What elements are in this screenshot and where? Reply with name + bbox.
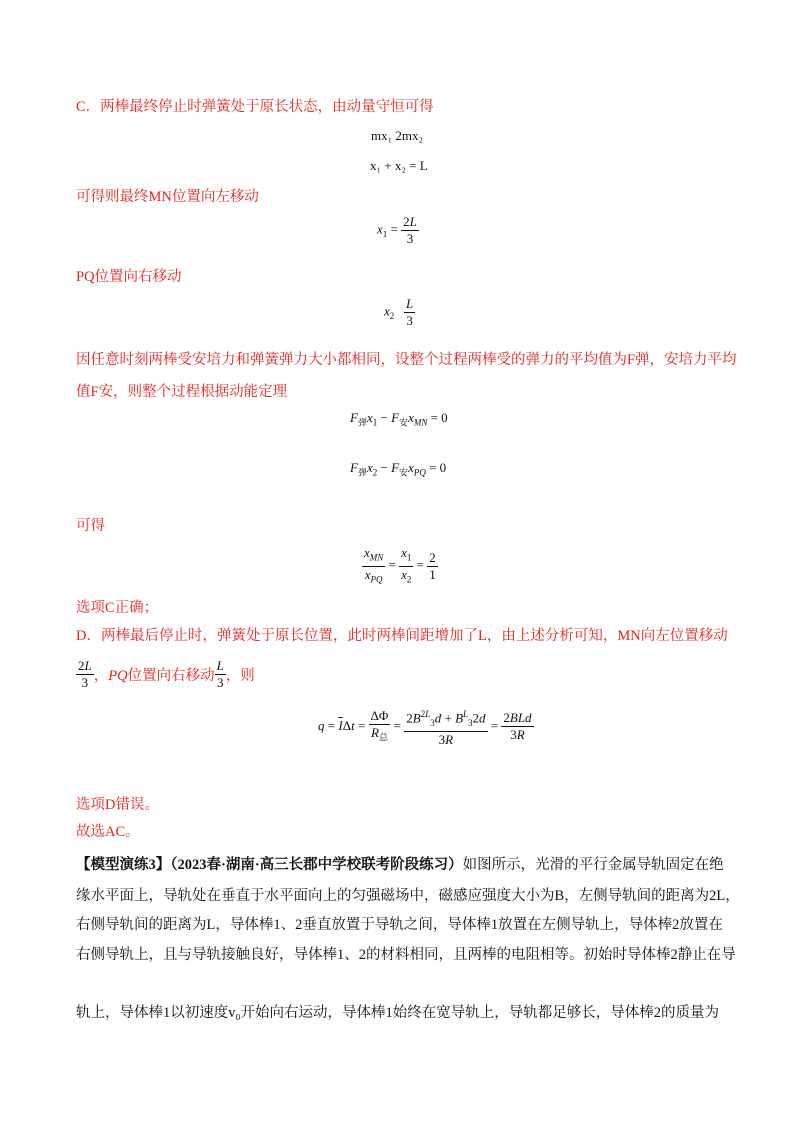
exercise-line-3: 右侧导轨间的距离为L，导体棒1、2垂直放置于导轨之间，导体棒1放置在左侧导轨上，导体棒2放置在 — [76, 917, 723, 933]
exercise-line-1-text: 如图所示，光滑的平行金属导轨固定在绝 — [462, 857, 724, 873]
option-d-line-2: $\frac{2L}{3}$ ，PQ位置向右移动 $\frac{L}{3}$ ，则 — [78, 658, 255, 690]
equation-energy-mn: $F_弹x_1 - F_安x_{MN} = 0$ — [350, 410, 448, 428]
exercise-line-2: 缘水平面上，导轨处在垂直于水平面向上的匀强磁场中，磁感应强度大小为B，左侧导轨间的距离为2L， — [76, 888, 740, 904]
option-d-wrong: 选项D错误。 — [76, 797, 159, 813]
exercise-line-1 — [76, 855, 724, 875]
equation-ratio: $\frac{x_{MN}}{x_{PQ}}$ = $\frac{x_1}{x_2}$ = $\frac{2}{1}$ — [364, 545, 436, 585]
mn-left-text: 可得则最终MN位置向左移动 — [76, 189, 259, 205]
exercise-line-5: 轨上，导体棒1以初速度v₀开始向右运动，导体棒1始终在宽导轨上，导轨都足够长，导体棒2的质量为 — [76, 1005, 720, 1021]
exercise-line-4: 右侧导轨上，且与导轨接触良好，导体棒1、2的材料相同，且两棒的电阻相等。初始时导体棒2静止在导 — [76, 947, 736, 963]
exercise-source: （2023春·湖南·高三长郡中学校联考阶段练习） — [170, 857, 463, 873]
thus-text: 可得 — [76, 518, 105, 534]
final-answer: 故选AC。 — [76, 824, 140, 840]
exercise-label: 【模型演练3】 — [76, 857, 171, 873]
equation-charge: $q = \overline{I}\Delta t$ = $\frac{\Delta\Phi}{R_总}$ = $\frac{2B^{2L}_3d + B^L_32d}{3R}$ = $\frac{\text{2BLd}}{3R}$ — [318, 706, 534, 748]
option-d-intro: D．两棒最后停止时，弹簧处于原长位置，此时两棒间距增加了L，由上述分析可知，MN向左位置移动 — [76, 628, 728, 644]
equation-energy-pq: $F_弹x_2 - F_安x_{PQ} = 0$ — [350, 460, 447, 478]
equation-sum: x₁ + x₂ = L — [370, 158, 428, 173]
equation-x1: $x_1$ = $\frac{2L}{3}$ — [377, 214, 417, 246]
reason-line-1: 因任意时刻两棒受安培力和弹簧弹力大小都相同，设整个过程两棒受的弹力的平均值为F弹，安培力平均 — [76, 352, 737, 368]
equation-x2: $x_2$ $\frac{L}{3}$ — [384, 296, 414, 328]
option-c-intro: C．两棒最终停止时弹簧处于原长状态，由动量守恒可得 — [76, 99, 434, 115]
reason-line-2: 值F安，则整个过程根据动能定理 — [76, 384, 288, 400]
equation-momentum: mx₁ 2mx₂ — [371, 128, 424, 143]
pq-right-text: PQ位置向右移动 — [76, 269, 182, 285]
option-c-correct: 选项C正确； — [76, 600, 159, 616]
